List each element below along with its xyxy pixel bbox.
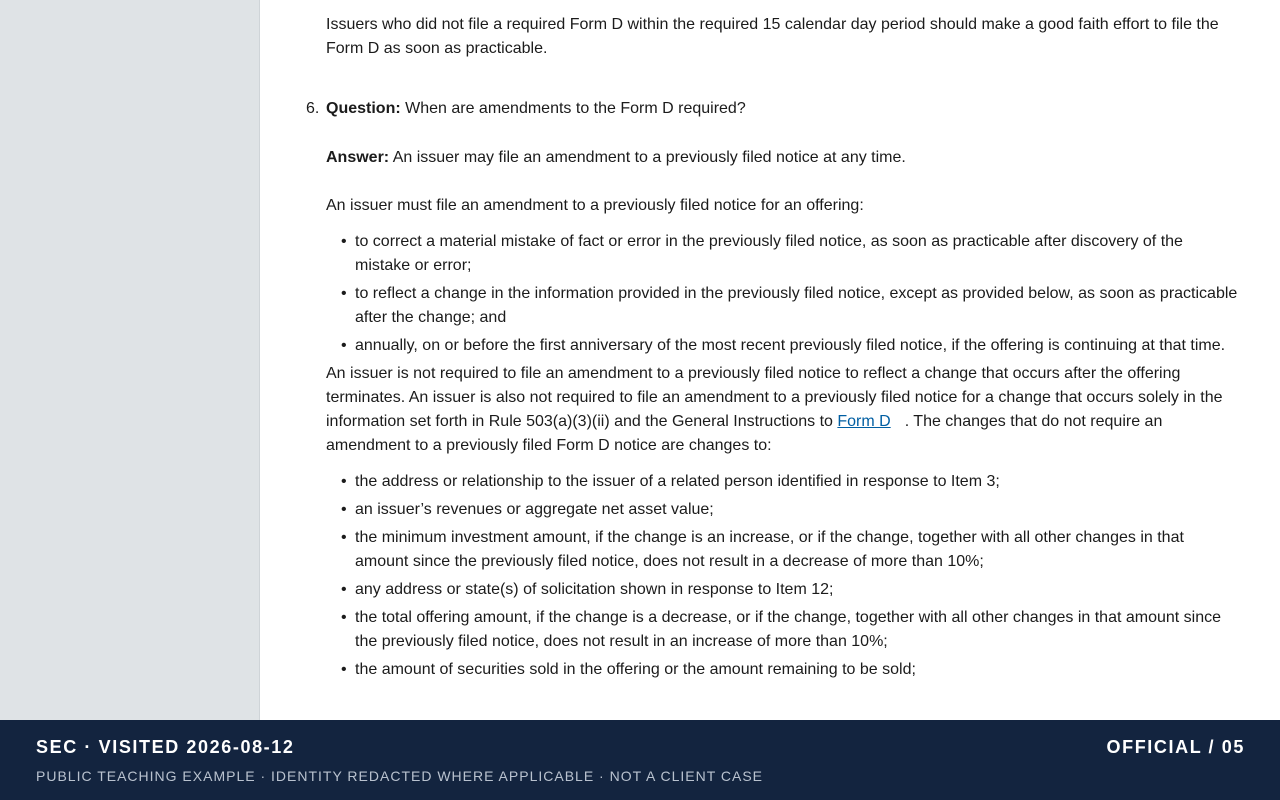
answer — [326, 146, 1241, 170]
bullet-icon: • — [341, 609, 347, 626]
bullet-icon: • — [341, 233, 347, 250]
list-item-text: an issuer’s revenues or aggregate net asset value; — [355, 501, 714, 518]
list-item — [326, 282, 1241, 330]
footer-page-label: OFFICIAL / 05 — [1106, 737, 1245, 757]
footer-banner — [0, 720, 1280, 800]
bullet-icon: • — [341, 473, 347, 490]
bullet-icon: • — [341, 581, 347, 598]
list-item-text: the address or relationship to the issuer of a related person identified in response to Item 3; — [355, 473, 1000, 490]
list-item — [326, 470, 1241, 494]
list-item-text: to reflect a change in the information provided in the previously filed notice, except as provided below, as soon as practicable after the change; and — [355, 285, 1238, 326]
list-item-text: annually, on or before the first anniversary of the most recent previously filed notice, if the offering is continuing at that time. — [355, 337, 1226, 354]
bullet-icon: • — [341, 661, 347, 678]
must-file-intro: An issuer must file an amendment to a previously filed notice for an offering: — [326, 197, 864, 214]
list-item — [326, 230, 1241, 278]
faq-item-6 — [306, 97, 1241, 682]
footer-disclaimer: PUBLIC TEACHING EXAMPLE · IDENTITY REDACTED WHERE APPLICABLE · NOT A CLIENT CASE — [36, 768, 764, 784]
left-sidebar — [0, 0, 260, 720]
bullet-icon: • — [341, 285, 347, 302]
list-item — [326, 526, 1241, 574]
not-required-paragraph — [326, 362, 1241, 458]
intro-paragraph: Issuers who did not file a required Form D within the required 15 calendar day period should make a good faith effort to file the Form D as soon as practicable. — [326, 16, 1219, 57]
list-item — [326, 658, 1241, 682]
bullet-icon: • — [341, 337, 347, 354]
list-item-text: the total offering amount, if the change is a decrease, or if the change, together with all other changes in that amount since the previously filed notice, does not result in an increase of more than 10%; — [355, 609, 1222, 650]
list-item — [326, 334, 1241, 358]
bullet-icon: • — [341, 529, 347, 546]
form-d-link[interactable]: Form D — [837, 413, 891, 430]
footer-source-label: SEC · VISITED 2026-08-12 — [36, 737, 295, 757]
list-item-text: the minimum investment amount, if the change is an increase, or if the change, together with all other changes in that amount since the previously filed notice, does not result in a decrease of more than 10%; — [355, 529, 1184, 570]
not-required-text-end: . The changes that do not require an amendment to a previously filed Form D notice are changes to: — [326, 413, 1163, 454]
list-item — [326, 498, 1241, 522]
list-item-text: to correct a material mistake of fact or error in the previously filed notice, as soon as practicable after discovery of the mistake or error; — [355, 233, 1183, 274]
list-item-text: any address or state(s) of solicitation shown in response to Item 12; — [355, 581, 834, 598]
answer-label: Answer: — [326, 149, 390, 166]
bullet-icon: • — [341, 501, 347, 518]
no-amendment-list — [326, 470, 1241, 682]
not-required-text-start: An issuer is not required to file an amendment to a previously filed notice to reflect a change that occurs after the offering terminates. An issuer is also not required to file an amendment to a previously filed notice for a change that occurs solely in the information set forth in Rule 503(a)(3)(ii) and the General Instructions to — [326, 365, 1223, 430]
must-file-list — [326, 230, 1241, 358]
list-item — [326, 578, 1241, 602]
faq-item-number: 6. — [306, 100, 320, 117]
list-item-text: the amount of securities sold in the offering or the amount remaining to be sold; — [355, 661, 916, 678]
list-item — [326, 606, 1241, 654]
question-text: When are amendments to the Form D required? — [400, 100, 746, 117]
article-body — [306, 13, 1241, 686]
main-content — [260, 0, 1280, 720]
answer-text: An issuer may file an amendment to a previously filed notice at any time. — [389, 149, 906, 166]
question — [326, 97, 1241, 121]
question-label: Question: — [326, 100, 401, 117]
